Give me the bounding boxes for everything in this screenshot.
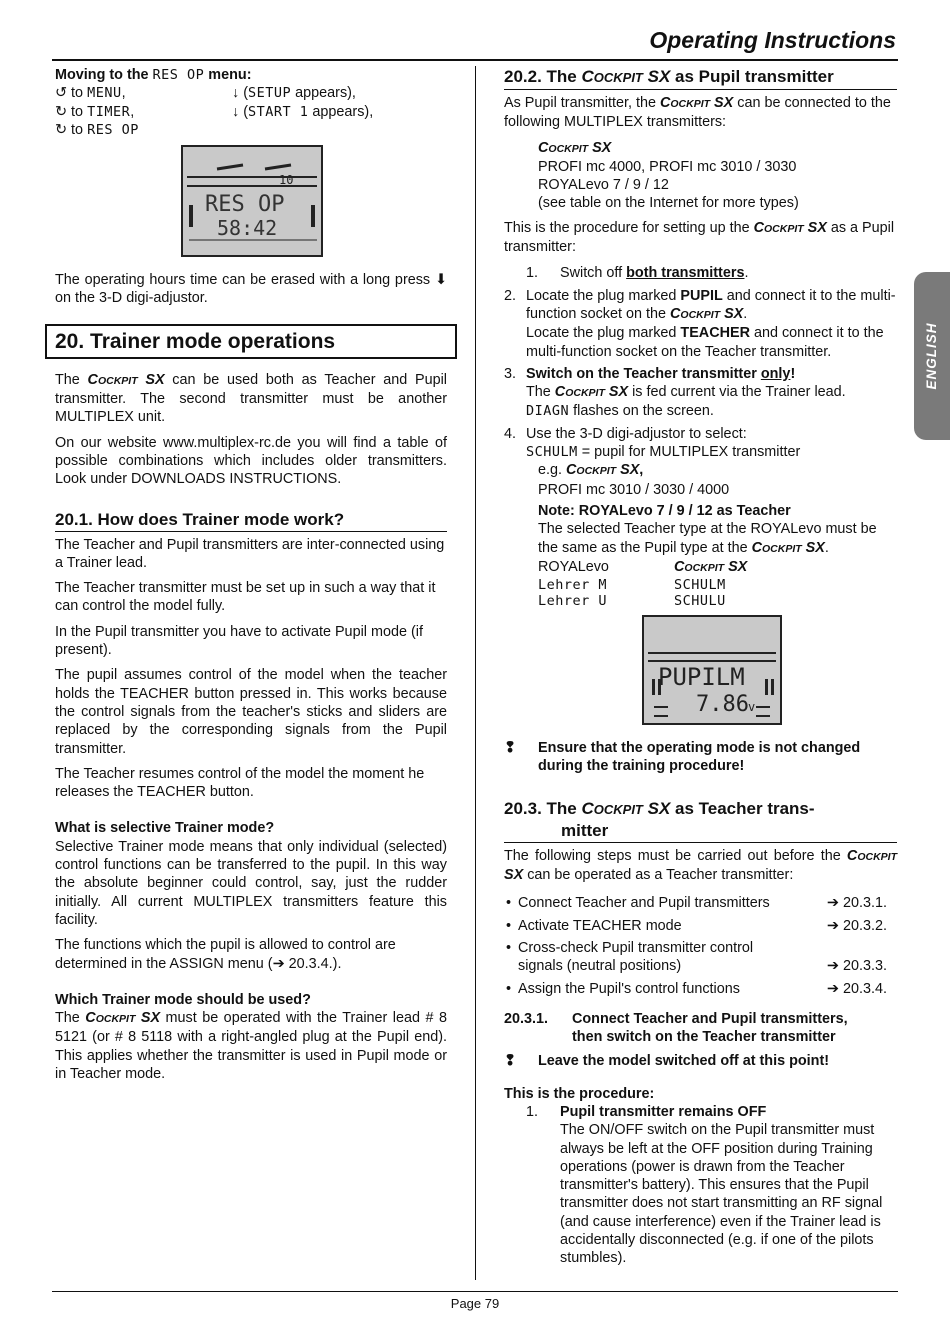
paragraph: The Teacher transmitter must be set up in such a way that it can control the model fully.	[55, 580, 436, 615]
brand-name: COCKPIT SX	[674, 558, 748, 575]
right-column	[504, 66, 897, 1268]
left-column	[55, 66, 447, 1090]
section-20-heading: 20. Trainer mode operations	[45, 324, 457, 359]
arrow-down-icon: ↓	[232, 103, 240, 120]
warning-note: ❢ Leave the model switched off at this point!	[504, 1053, 830, 1070]
moving-row-1: ↺ to MENU, ↓ (SETUP appears),	[55, 85, 356, 102]
trainer-intro-paragraph: The COCKPIT SX can be used both as Teacher and Pupil transmitter. The second transmitter must be another MULTIPLEX unit.	[55, 371, 448, 426]
page-header-title: Operating Instructions	[649, 27, 896, 53]
rotate-left-icon: ↺	[55, 85, 68, 102]
paragraph: The following steps must be carried out before the COCKPIT SX can be operated as a Teacher transmitter:	[504, 847, 897, 884]
lcd-screen-res-op	[181, 145, 323, 257]
lcd2-line-a: PUPILM	[658, 663, 745, 692]
language-side-tab-label: ENGLISH	[923, 322, 939, 390]
arrow-right-icon: ➔	[826, 895, 839, 912]
column-divider	[475, 66, 476, 1280]
press-down-icon: ⬇	[434, 272, 447, 289]
brand-name: COCKPIT SX	[538, 139, 612, 156]
step-2: 2. Locate the plug marked PUPIL and connect it to the multi-function socket on the COCKPIT SX. Locate the plug marked TEACHER and connect it to the multi-function socket on the Teacher transmitter.	[504, 287, 896, 360]
lcd1-line-b: RES OP	[205, 192, 285, 218]
assign-paragraph: The functions which the pupil is allowed to control are determined in the ASSIGN menu (➔ 20.3.4.).	[55, 937, 396, 972]
paragraph: The pupil assumes control of the model when the teacher holds the TEACHER button pressed in. This works because the control signals from the teacher's sticks and sliders are replaced by the corresponding signals from the Pupil transmitter.	[55, 667, 447, 757]
arrow-right-icon: ➔	[826, 980, 839, 997]
lcd2-unit: v	[748, 700, 756, 715]
brand-name: COCKPIT SX	[504, 847, 897, 884]
procedure-heading: This is the procedure:	[504, 1085, 655, 1102]
arrow-down-icon: ↓	[232, 85, 240, 102]
page-number: Page 79	[450, 1296, 500, 1311]
erase-paragraph: The operating hours time can be erased with a long press ⬇ on the 3-D digi-adjustor.	[55, 272, 447, 307]
list-item: • Assign the Pupil's control functions ➔ 20.3.4.	[506, 980, 887, 997]
mapping-table: ROYALevo COCKPIT SX Lehrer M SCHULM Lehrer U SCHULU	[538, 558, 748, 610]
brand-name: COCKPIT SX	[670, 305, 744, 322]
compatible-list	[504, 139, 897, 213]
paragraph: As Pupil transmitter, the COCKPIT SX can be connected to the following MULTIPLEX transmitters:	[504, 95, 891, 131]
arrow-right-icon: ➔	[826, 958, 839, 975]
moving-row-2: ↻ to TIMER, ↓ (START 1 appears),	[55, 103, 374, 120]
list-item: PROFI mc 4000, PROFI mc 3010 / 3030	[538, 158, 797, 175]
moving-row-3: ↻ to RES OP	[55, 121, 139, 138]
rotate-right-icon: ↻	[55, 121, 68, 138]
paragraph: The Teacher resumes control of the model the moment he releases the TEACHER button.	[55, 765, 425, 801]
arrow-right-icon: ➔	[826, 917, 839, 934]
list-item: • Activate TEACHER mode ➔ 20.3.2.	[506, 917, 887, 934]
lcd2-line-b: 7.86	[696, 692, 749, 718]
lcd-screen-graphic	[183, 147, 321, 255]
rotate-right-icon: ↻	[55, 103, 68, 120]
selective-trainer-heading: What is selective Trainer mode?	[55, 820, 275, 837]
brand-name: COCKPIT SX	[751, 539, 825, 556]
list-item: • Connect Teacher and Pupil transmitters ➔ 20.3.1.	[506, 895, 887, 912]
brand-name: COCKPIT SX	[659, 95, 734, 111]
note-heading: Note: ROYALevo 7 / 9 / 12 as Teacher	[538, 502, 791, 519]
step-3: 3. Switch on the Teacher transmitter only! The COCKPIT SX is fed current via the Trainer lead. DIAGN flashes on the screen.	[504, 365, 846, 420]
paragraph: The Teacher and Pupil transmitters are inter-connected using a Trainer lead.	[55, 536, 445, 571]
section-20-2-heading: 20.2. The COCKPIT SX as Pupil transmitter	[504, 66, 897, 90]
section-20-3-1-heading: 20.3.1. Connect Teacher and Pupil transmitters, then switch on the Teacher transmitter	[504, 1010, 848, 1046]
which-mode-paragraph: The COCKPIT SX must be operated with the Trainer lead # 8 5121 (or # 8 5118 with a right-angled plug at the Pupil end). This applies whether the transmitter is used in Pupil mode or in Teacher mode.	[55, 1010, 447, 1082]
warning-icon: ❢	[504, 740, 517, 757]
warning-note: ❢ Ensure that the operating mode is not changed during the training procedure!	[504, 740, 861, 775]
step-1: 1. Switch off both transmitters.	[526, 265, 749, 282]
header-rule	[52, 59, 898, 61]
list-item: (see table on the Internet for more types)	[538, 195, 799, 212]
language-side-tab[interactable]	[914, 272, 950, 440]
brand-name: COCKPIT SX	[753, 219, 827, 236]
lcd1-line-a: 10	[279, 173, 294, 188]
brand-name: COCKPIT SX	[566, 462, 640, 479]
lcd1-line-c: 58:42	[217, 216, 278, 241]
footer-rule	[52, 1291, 898, 1292]
moving-block: Moving to the RES OP menu:	[55, 67, 252, 83]
brand-name: COCKPIT SX	[85, 1010, 161, 1027]
step-list	[504, 894, 897, 997]
paragraph: In the Pupil transmitter you have to activate Pupil mode (if present).	[55, 623, 423, 659]
paragraph: This is the procedure for setting up the COCKPIT SX as a Pupil transmitter:	[504, 219, 895, 256]
step-4: 4. Use the 3-D digi-adjustor to select: SCHULM = pupil for MULTIPLEX transmitter e.g. COCKPIT SX, PROFI mc 3010 / 3030 / 4000 Note: ROYALevo 7 / 9 / 12 as Teacher The selected Teacher type at the ROYALevo must be the same as the Pupil type at the COCKPIT SX. ROYALevo COCKPIT SX Lehrer M SCHULM Lehrer U SCHULU	[504, 425, 897, 609]
warning-icon: ❢	[504, 1053, 517, 1070]
lcd-screen-graphic	[644, 617, 780, 723]
selective-trainer-paragraph: Selective Trainer mode means that only individual (selected) control functions can be transferred to the pupil. In this way the absolute beginner could control, say, just the rudder initially. All current MULTIPLEX transmitters feature this facility.	[55, 838, 447, 928]
section-20-3-heading: 20.3. The COCKPIT SX as Teacher trans- mitter	[504, 798, 897, 843]
lcd-screen-pupilm	[642, 615, 782, 725]
section-20-1-heading: 20.1. How does Trainer mode work?	[55, 509, 447, 532]
arrow-right-icon: ➔	[272, 955, 285, 972]
which-mode-heading: Which Trainer mode should be used?	[55, 991, 311, 1008]
brand-name: COCKPIT SX	[554, 384, 629, 401]
brand-name: COCKPIT SX	[87, 371, 165, 388]
list-item: ROYALevo 7 / 9 / 12	[538, 177, 669, 194]
list-item: • Cross-check Pupil transmitter control signals (neutral positions) ➔ 20.3.3.	[506, 939, 887, 975]
procedure-step-1: 1. Pupil transmitter remains OFF The ON/OFF switch on the Pupil transmitter must always be left at the OFF position during Training operations (power is drawn from the Teacher transmitter's battery). This ensures that the Pupil transmitter does not start transmitting an RF signal (and cause interference) even if the Trainer lead is accidentally disconnected (e.g. if one of the pilots stumbles).	[526, 1103, 883, 1267]
website-paragraph: On our website www.multiplex-rc.de you will find a table of possible combinations which includes older transmitters. Look under DOWNLOADS INSTRUCTIONS.	[55, 434, 447, 488]
